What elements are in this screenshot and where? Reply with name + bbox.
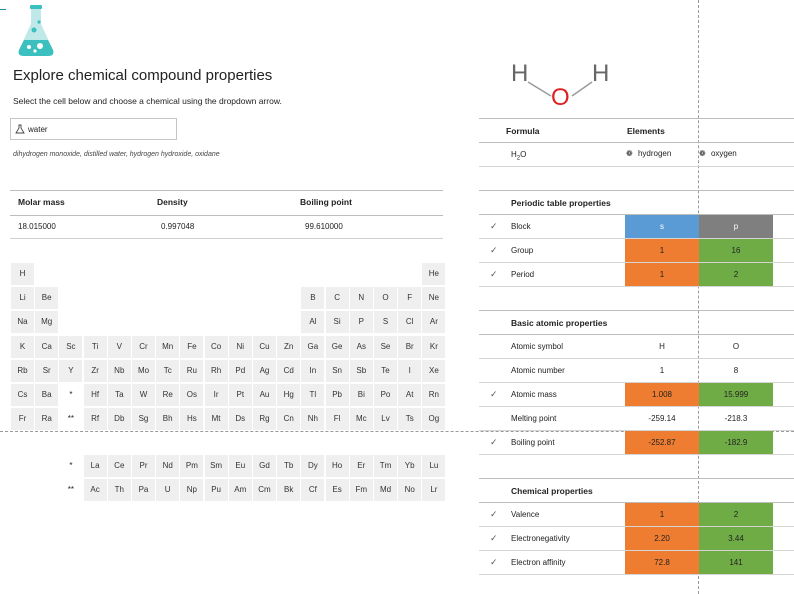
element-cell-mn[interactable]: Mn xyxy=(156,336,179,358)
element-cell-sc[interactable]: Sc xyxy=(59,336,82,358)
element-cell-bk[interactable]: Bk xyxy=(277,479,300,501)
density-value: 0.997048 xyxy=(161,222,195,231)
element-cell-nb[interactable]: Nb xyxy=(108,360,131,382)
element-cell-md[interactable]: Md xyxy=(374,479,397,501)
oxygen-value: 141 xyxy=(699,551,773,574)
element-cell-pt[interactable]: Pt xyxy=(229,384,252,406)
element-cell-at[interactable]: At xyxy=(398,384,421,406)
element-cell-ru[interactable]: Ru xyxy=(180,360,203,382)
element-cell-pm[interactable]: Pm xyxy=(180,455,203,477)
density-header: Density xyxy=(157,197,188,207)
section-title: Periodic table properties xyxy=(511,198,611,208)
element-cell-ts[interactable]: Ts xyxy=(398,408,421,430)
element-cell-la[interactable]: La xyxy=(84,455,107,477)
check-icon: ✓ xyxy=(490,437,498,447)
property-row-atomic-mass xyxy=(479,383,794,407)
element-cell-db[interactable]: Db xyxy=(108,408,131,430)
element-cell-na[interactable]: Na xyxy=(11,311,34,333)
element-cell-ga[interactable]: Ga xyxy=(301,336,324,358)
element-cell-k[interactable]: K xyxy=(11,336,34,358)
element-cell-ag[interactable]: Ag xyxy=(253,360,276,382)
element-cell-as[interactable]: As xyxy=(350,336,373,358)
oxygen-value: 15.999 xyxy=(699,383,773,406)
element-cell-f[interactable]: F xyxy=(398,287,421,309)
element-cell-sr[interactable]: Sr xyxy=(35,360,58,382)
series-marker: ** xyxy=(67,414,74,424)
element-cell-tm[interactable]: Tm xyxy=(374,455,397,477)
element-cell-np[interactable]: Np xyxy=(180,479,203,501)
property-label: Electron affinity xyxy=(511,558,566,567)
element-cell-nh[interactable]: Nh xyxy=(301,408,324,430)
element-cell-es[interactable]: Es xyxy=(326,479,349,501)
element-cell-ds[interactable]: Ds xyxy=(229,408,252,430)
oxygen-value: -182.9 xyxy=(699,431,773,454)
property-label: Atomic number xyxy=(511,366,565,375)
element-cell-hf[interactable]: Hf xyxy=(84,384,107,406)
property-label: Boiling point xyxy=(511,438,555,447)
element-cell-c[interactable]: C xyxy=(326,287,349,309)
oxygen-value: O xyxy=(732,342,740,351)
formula-header: Formula xyxy=(506,126,540,136)
compound-search-input[interactable] xyxy=(28,122,168,136)
element-cell-au[interactable]: Au xyxy=(253,384,276,406)
cell-corner-marker xyxy=(0,9,6,10)
check-icon: ✓ xyxy=(490,557,498,567)
element-cell-po[interactable]: Po xyxy=(374,384,397,406)
atom-center: O xyxy=(551,84,570,111)
element-cell-cf[interactable]: Cf xyxy=(301,479,324,501)
property-row-melting-point xyxy=(479,407,794,431)
atom-left: H xyxy=(511,60,529,87)
oxygen-value: 8 xyxy=(733,366,739,375)
element-cell-lr[interactable]: Lr xyxy=(422,479,445,501)
element-cell-gd[interactable]: Gd xyxy=(253,455,276,477)
property-label: Atomic mass xyxy=(511,390,557,399)
property-label: Block xyxy=(511,222,531,231)
element-cell-ge[interactable]: Ge xyxy=(326,336,349,358)
element-cell-hs[interactable]: Hs xyxy=(180,408,203,430)
hydrogen-value: 1 xyxy=(625,503,699,526)
element-cell-ti[interactable]: Ti xyxy=(84,336,107,358)
element-cell-mc[interactable]: Mc xyxy=(350,408,373,430)
oxygen-value: 3.44 xyxy=(699,527,773,550)
element-cell-ca[interactable]: Ca xyxy=(35,336,58,358)
element-cell-rg[interactable]: Rg xyxy=(253,408,276,430)
element-cell-u[interactable]: U xyxy=(156,479,179,501)
hydrogen-value: -259.14 xyxy=(648,414,676,423)
atom-right: H xyxy=(592,60,610,87)
atom-icon: ❁ xyxy=(626,149,633,158)
property-label: Electronegativity xyxy=(511,534,570,543)
property-row-boiling-point xyxy=(479,431,794,455)
property-row-period xyxy=(479,263,794,287)
molar-mass-value: 18.015000 xyxy=(18,222,56,231)
check-icon: ✓ xyxy=(490,221,498,231)
element-cell-co[interactable]: Co xyxy=(205,336,228,358)
element-cell-nd[interactable]: Nd xyxy=(156,455,179,477)
property-row-atomic-symbol xyxy=(479,335,794,359)
check-icon: ✓ xyxy=(490,245,498,255)
page-title: Explore chemical compound properties xyxy=(13,67,273,84)
section-title: Chemical properties xyxy=(511,486,593,496)
element-cell-ar[interactable]: Ar xyxy=(422,311,445,333)
element-cell-tb[interactable]: Tb xyxy=(277,455,300,477)
hydrogen-value: -252.87 xyxy=(625,431,699,454)
element-cell-cm[interactable]: Cm xyxy=(253,479,276,501)
element-cell-bi[interactable]: Bi xyxy=(350,384,373,406)
property-row-valence xyxy=(479,503,794,527)
element-cell-lu[interactable]: Lu xyxy=(422,455,445,477)
series-marker: ** xyxy=(67,485,74,494)
element-cell-fr[interactable]: Fr xyxy=(11,408,34,430)
oxygen-value: p xyxy=(699,215,773,238)
element-cell-w[interactable]: W xyxy=(132,384,155,406)
page-instructions: Select the cell below and choose a chemical using the dropdown arrow. xyxy=(13,96,282,106)
element-cell-i[interactable]: I xyxy=(398,360,421,382)
element-hydrogen[interactable]: ❁ hydrogen xyxy=(626,149,672,158)
molar-mass-header: Molar mass xyxy=(18,197,65,207)
chemical-formula: $H_2O$ xyxy=(511,150,527,162)
series-marker: * xyxy=(69,461,73,470)
element-cell-cl[interactable]: Cl xyxy=(398,311,421,333)
formula-elements-header xyxy=(479,118,794,143)
hydrogen-value: H xyxy=(659,342,665,351)
element-cell-kr[interactable]: Kr xyxy=(422,336,445,358)
element-cell-ce[interactable]: Ce xyxy=(108,455,131,477)
element-cell-th[interactable]: Th xyxy=(108,479,131,501)
element-cell-er[interactable]: Er xyxy=(350,455,373,477)
boiling-point-value: 99.610000 xyxy=(305,222,343,231)
element-cell-li[interactable]: Li xyxy=(11,287,34,309)
element-cell-re[interactable]: Re xyxy=(156,384,179,406)
properties-value-row xyxy=(10,216,443,239)
flask-icon xyxy=(16,2,56,60)
element-cell-ac[interactable]: Ac xyxy=(84,479,107,501)
element-cell-ho[interactable]: Ho xyxy=(326,455,349,477)
property-label: Melting point xyxy=(511,414,557,423)
property-row-electronegativity xyxy=(479,527,794,551)
element-cell-se[interactable]: Se xyxy=(374,336,397,358)
element-cell-sn[interactable]: Sn xyxy=(326,360,349,382)
element-cell-os[interactable]: Os xyxy=(180,384,203,406)
elements-header: Elements xyxy=(627,126,665,136)
oxygen-value: 2 xyxy=(699,263,773,286)
property-label: Valence xyxy=(511,510,540,519)
periodic-section-header xyxy=(479,190,794,215)
oxygen-value: -218.3 xyxy=(724,414,748,423)
element-cell-b[interactable]: B xyxy=(301,287,324,309)
check-icon: ✓ xyxy=(490,389,498,399)
element-cell-he[interactable]: He xyxy=(422,263,445,285)
element-cell-pu[interactable]: Pu xyxy=(205,479,228,501)
element-cell-zn[interactable]: Zn xyxy=(277,336,300,358)
property-row-block xyxy=(479,215,794,239)
element-cell-sb[interactable]: Sb xyxy=(350,360,373,382)
element-cell-ni[interactable]: Ni xyxy=(229,336,252,358)
element-cell-be[interactable]: Be xyxy=(35,287,58,309)
chemical-section-header xyxy=(479,478,794,503)
hydrogen-value: 2.20 xyxy=(625,527,699,550)
element-cell-ne[interactable]: Ne xyxy=(422,287,445,309)
element-cell-cs[interactable]: Cs xyxy=(11,384,34,406)
element-cell-tl[interactable]: Tl xyxy=(301,384,324,406)
element-cell-yb[interactable]: Yb xyxy=(398,455,421,477)
boiling-point-header: Boiling point xyxy=(300,197,352,207)
property-label: Period xyxy=(511,270,535,279)
element-cell-pb[interactable]: Pb xyxy=(326,384,349,406)
element-cell-pd[interactable]: Pd xyxy=(229,360,252,382)
element-cell-lv[interactable]: Lv xyxy=(374,408,397,430)
hydrogen-value: 1 xyxy=(659,366,665,375)
element-cell-o[interactable]: O xyxy=(374,287,397,309)
section-title: Basic atomic properties xyxy=(511,318,608,328)
element-cell-tc[interactable]: Tc xyxy=(156,360,179,382)
compound-properties-table xyxy=(10,190,443,239)
element-cell-no[interactable]: No xyxy=(398,479,421,501)
element-cell-fm[interactable]: Fm xyxy=(350,479,373,501)
molecule-structure xyxy=(506,56,616,112)
element-cell-ta[interactable]: Ta xyxy=(108,384,131,406)
element-cell-dy[interactable]: Dy xyxy=(301,455,324,477)
element-cell-mg[interactable]: Mg xyxy=(35,311,58,333)
element-cell-pr[interactable]: Pr xyxy=(132,455,155,477)
element-cell-bh[interactable]: Bh xyxy=(156,408,179,430)
element-cell-br[interactable]: Br xyxy=(398,336,421,358)
oxygen-value: 16 xyxy=(699,239,773,262)
element-cell-mo[interactable]: Mo xyxy=(132,360,155,382)
atomic-section-header xyxy=(479,310,794,335)
element-cell-s[interactable]: S xyxy=(374,311,397,333)
element-cell-eu[interactable]: Eu xyxy=(229,455,252,477)
element-cell-mt[interactable]: Mt xyxy=(205,408,228,430)
element-cell-cu[interactable]: Cu xyxy=(253,336,276,358)
check-icon: ✓ xyxy=(490,509,498,519)
properties-header-row xyxy=(10,190,443,216)
element-cell-rb[interactable]: Rb xyxy=(11,360,34,382)
element-cell-si[interactable]: Si xyxy=(326,311,349,333)
compound-search-field[interactable] xyxy=(10,118,177,140)
element-cell-y[interactable]: Y xyxy=(59,360,82,382)
element-cell-sg[interactable]: Sg xyxy=(132,408,155,430)
property-row-atomic-number xyxy=(479,359,794,383)
check-icon: ✓ xyxy=(490,269,498,279)
property-label: Group xyxy=(511,246,534,255)
element-cell-fe[interactable]: Fe xyxy=(180,336,203,358)
element-oxygen[interactable]: ❁ oxygen xyxy=(699,149,737,158)
element-cell-ba[interactable]: Ba xyxy=(35,384,58,406)
property-label: Atomic symbol xyxy=(511,342,564,351)
hydrogen-value: s xyxy=(625,215,699,238)
element-cell-h[interactable]: H xyxy=(11,263,34,285)
formula-elements-row xyxy=(479,143,794,167)
element-cell-te[interactable]: Te xyxy=(374,360,397,382)
element-cell-am[interactable]: Am xyxy=(229,479,252,501)
hydrogen-value: 72.8 xyxy=(625,551,699,574)
element-cell-rn[interactable]: Rn xyxy=(422,384,445,406)
element-cell-ra[interactable]: Ra xyxy=(35,408,58,430)
hydrogen-value: 1.008 xyxy=(625,383,699,406)
element-cell-xe[interactable]: Xe xyxy=(422,360,445,382)
series-marker: * xyxy=(69,390,73,399)
hydrogen-value: 1 xyxy=(625,263,699,286)
element-cell-p[interactable]: P xyxy=(350,311,373,333)
element-cell-in[interactable]: In xyxy=(301,360,324,382)
compound-synonyms: dihydrogen monoxide, distilled water, hydrogen hydroxide, oxidane xyxy=(13,151,220,158)
element-cell-rh[interactable]: Rh xyxy=(205,360,228,382)
property-row-group xyxy=(479,239,794,263)
element-cell-cd[interactable]: Cd xyxy=(277,360,300,382)
element-cell-fl[interactable]: Fl xyxy=(326,408,349,430)
element-cell-sm[interactable]: Sm xyxy=(205,455,228,477)
atom-icon: ❁ xyxy=(699,149,706,158)
element-cell-pa[interactable]: Pa xyxy=(132,479,155,501)
element-cell-og[interactable]: Og xyxy=(422,408,445,430)
flask-small-icon xyxy=(15,124,25,134)
element-cell-cr[interactable]: Cr xyxy=(132,336,155,358)
hydrogen-value: 1 xyxy=(625,239,699,262)
property-row-electron-affinity xyxy=(479,551,794,575)
check-icon: ✓ xyxy=(490,533,498,543)
oxygen-value: 2 xyxy=(699,503,773,526)
element-cell-cn[interactable]: Cn xyxy=(277,408,300,430)
element-cell-rf[interactable]: Rf xyxy=(84,408,107,430)
element-cell-hg[interactable]: Hg xyxy=(277,384,300,406)
element-cell-al[interactable]: Al xyxy=(301,311,324,333)
element-cell-v[interactable]: V xyxy=(108,336,131,358)
element-cell-zr[interactable]: Zr xyxy=(84,360,107,382)
element-cell-ir[interactable]: Ir xyxy=(205,384,228,406)
element-cell-n[interactable]: N xyxy=(350,287,373,309)
